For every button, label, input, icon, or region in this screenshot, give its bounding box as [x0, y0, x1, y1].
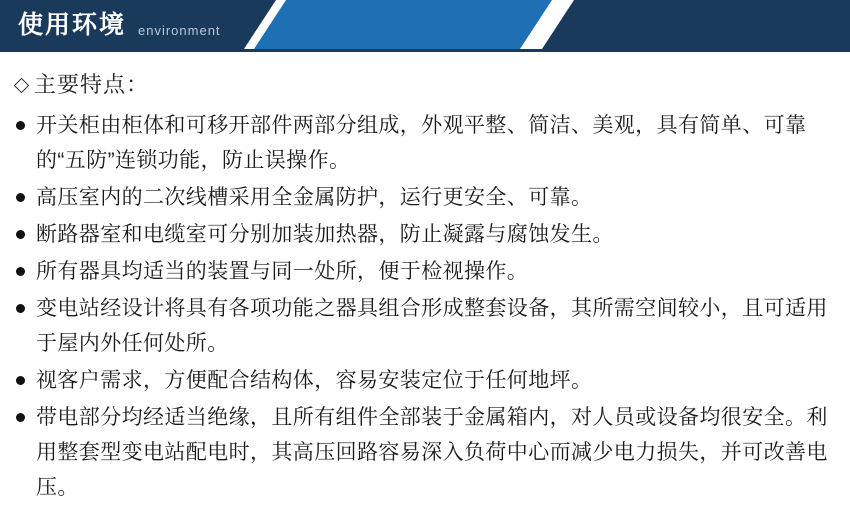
round-bullet-icon [16, 193, 25, 202]
list-item [14, 291, 836, 361]
round-bullet-icon [16, 230, 25, 239]
banner-blue-shape [252, 0, 552, 52]
list-item-text: 高压室内的二次线槽采用全金属防护，运行更安全、可靠。 [36, 186, 593, 209]
round-bullet-icon [16, 121, 25, 130]
section-heading [14, 68, 836, 102]
list-item [14, 254, 836, 289]
list-item [14, 180, 836, 215]
list-item-text: 所有器具均适当的装置与同一处所，便于检视操作。 [36, 260, 529, 283]
page-header-banner [0, 0, 850, 52]
page-subtitle: environment [138, 23, 221, 38]
round-bullet-icon [16, 267, 25, 276]
banner-dark-shape-right [540, 0, 850, 52]
round-bullet-icon [16, 304, 25, 313]
list-item-text: 带电部分均经适当绝缘，且所有组件全部装于金属箱内，对人员或设备均很安全。利用整套型变电站配电时，其高压回路容易深入负荷中心而减少电力损失，并可改善电压。 [36, 406, 828, 499]
list-item [14, 363, 836, 398]
list-item-text: 断路器室和电缆室可分别加装加热器，防止凝露与腐蚀发生。 [36, 223, 614, 246]
round-bullet-icon [16, 376, 25, 385]
list-item-text: 变电站经设计将具有各项功能之器具组合形成整套设备，其所需空间较小，且可适用于屋内外任何处所。 [36, 297, 828, 355]
list-item-text: 视客户需求，方便配合结构体，容易安装定位于任何地坪。 [36, 369, 593, 392]
section-heading-label: 主要特点： [34, 72, 150, 97]
round-bullet-icon [16, 413, 25, 422]
feature-list [14, 108, 836, 505]
content-area [0, 52, 850, 505]
page-title: 使用环境 [18, 11, 127, 39]
diamond-bullet-icon [14, 78, 30, 94]
list-item [14, 217, 836, 252]
list-item-text: 开关柜由柜体和可移开部件两部分组成，外观平整、简洁、美观，具有简单、可靠的“五防”连锁功能，防止误操作。 [36, 114, 807, 172]
list-item [14, 400, 836, 505]
list-item [14, 108, 836, 178]
